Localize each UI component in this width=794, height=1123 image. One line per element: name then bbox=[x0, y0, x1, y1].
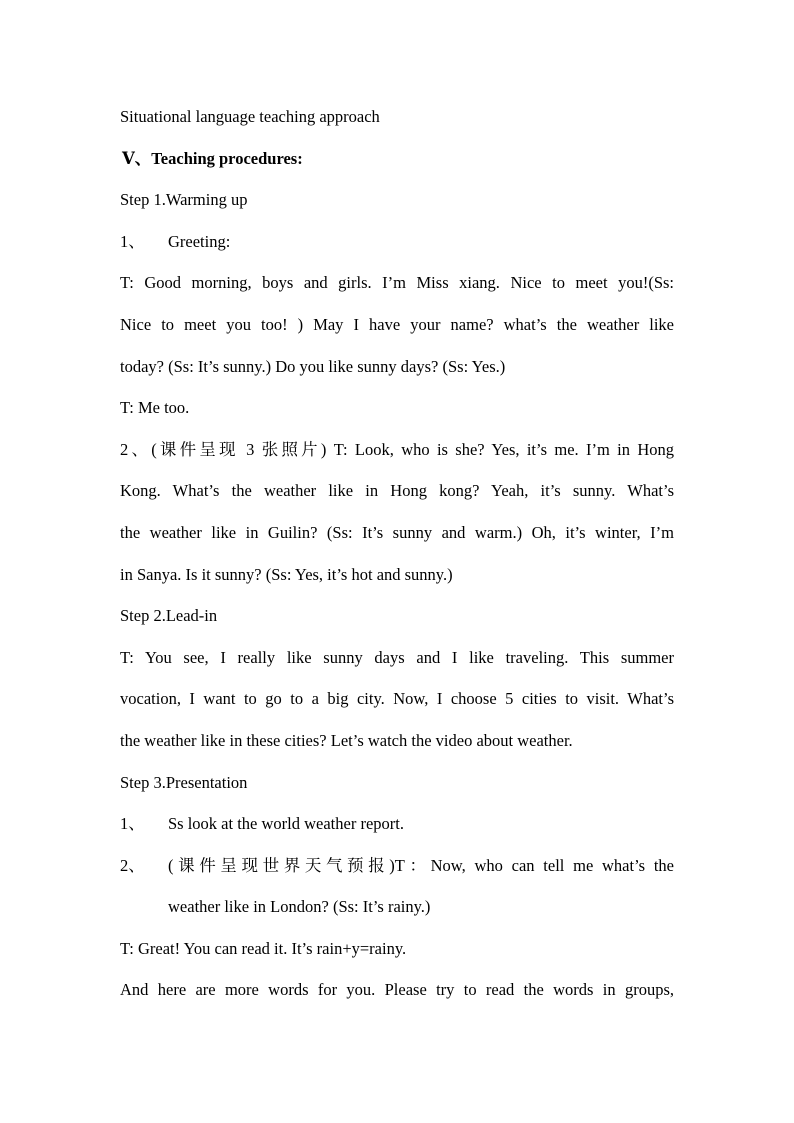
step3-item2 bbox=[120, 845, 674, 887]
item-number: 2、 bbox=[120, 855, 145, 875]
step3-title: Step 3.Presentation bbox=[120, 772, 248, 792]
paragraph-line: T: Me too. bbox=[120, 398, 190, 418]
item-continuation: weather like in London? (Ss: It’s rainy.) bbox=[168, 897, 431, 917]
step2-title: Step 2.Lead-in bbox=[120, 606, 218, 626]
paragraph-line: T: Good morning, boys and girls. I’m Miss xiang. Nice to meet you!(Ss: bbox=[120, 273, 674, 293]
item-text: Ss look at the world weather report. bbox=[168, 814, 404, 834]
paragraph-line: T: Great! You can read it. It’s rain+y=rainy. bbox=[120, 938, 407, 958]
paragraph-line: T: You see, I really like sunny days and I like traveling. This summer bbox=[120, 647, 674, 667]
step1-item1 bbox=[120, 221, 674, 263]
paragraph-line: Kong. What’s the weather like in Hong kong? Yeah, it’s sunny. What’s bbox=[120, 481, 674, 501]
paragraph-line: today? (Ss: It’s sunny.) Do you like sunny days? (Ss: Yes.) bbox=[120, 356, 506, 376]
paragraph-line: And here are more words for you. Please try to read the words in groups, bbox=[120, 980, 674, 1000]
paragraph-line: in Sanya. Is it sunny? (Ss: Yes, it’s hot and sunny.) bbox=[120, 564, 453, 584]
paragraph-line: the weather like in these cities? Let’s watch the video about weather. bbox=[120, 730, 573, 750]
document-page bbox=[120, 96, 674, 1011]
item-number: 1、 bbox=[120, 231, 145, 251]
paragraph-line: 2、(课件呈现 3 张照片) T: Look, who is she? Yes, it’s me. I’m in Hong bbox=[120, 439, 674, 459]
paragraph-line: Nice to meet you too! ) May I have your name? what’s the weather like bbox=[120, 314, 674, 334]
item-number: 1、 bbox=[120, 814, 145, 834]
step1-title: Step 1.Warming up bbox=[120, 190, 248, 210]
teaching-approach-line: Situational language teaching approach bbox=[120, 107, 380, 126]
item-text: (课件呈现世界天气预报)T：Now, who can tell me what’s the bbox=[168, 855, 674, 875]
section-heading: Ⅴ、Teaching procedures: bbox=[122, 148, 303, 168]
item-text: Greeting: bbox=[168, 231, 231, 251]
step3-item1 bbox=[120, 803, 674, 845]
paragraph-line: the weather like in Guilin? (Ss: It’s sunny and warm.) Oh, it’s winter, I’m bbox=[120, 522, 674, 542]
paragraph-line: vocation, I want to go to a big city. Now, I choose 5 cities to visit. What’s bbox=[120, 689, 674, 709]
